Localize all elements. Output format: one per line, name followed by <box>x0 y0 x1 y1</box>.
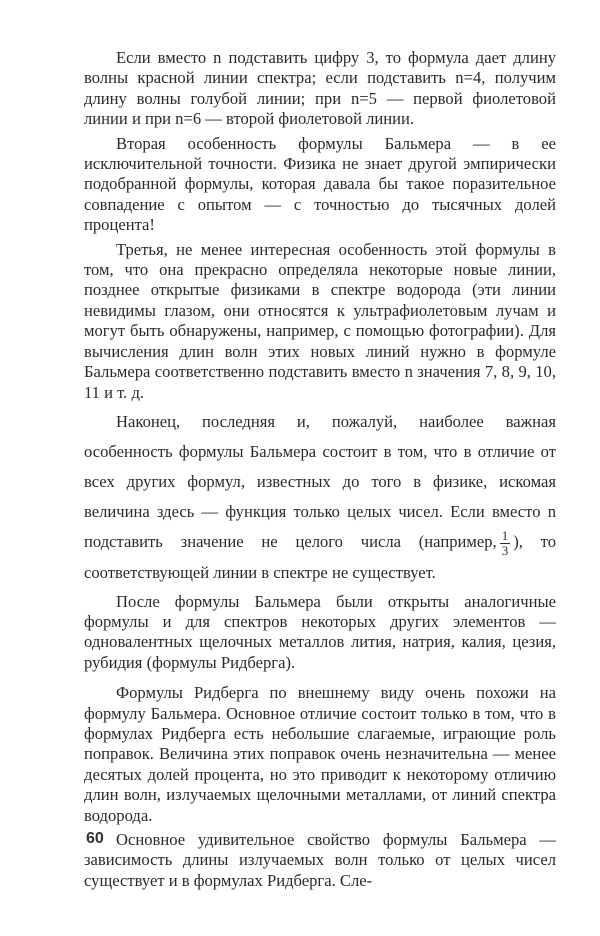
page-body <box>84 48 556 891</box>
paragraph-3: Третья, не менее интересная особенность этой формулы в том, что она прекрасно определяла некоторые новые линии, позднее открытые физиками в спектре водорода (эти линии невидимы глазом, они относятся к ультрафиолетовым лучам и могут быть обнаружены, например, с помощью фотографии). Для вычисления длин волн этих новых линий нужно в формуле Бальмера соответственно подставить вместо n значения 7, 8, 9, 10, 11 и т. д. <box>84 239 556 402</box>
paragraph-7: Основное удивительное свойство формулы Бальмера — зависимость длины излучаемых волн только от целых чисел существует и в формулах Ридберга. Сле- <box>84 830 556 890</box>
paragraph-6: Формулы Ридберга по внешнему виду очень похожи на формулу Бальмера. Основное отличие состоит только в том, что в формулах Ридберга есть небольшие слагаемые, играющие роль поправок. Величина этих поправок очень незначительна — менее десятых долей процента, но это приводит к некоторому отличию длин волн, излучаемых щелочными металлами, от линий спектра водорода. <box>84 683 556 825</box>
paragraph-4-text-end: ), то соответствующей линии в спектре не существует. <box>84 531 556 582</box>
paragraph-4 <box>84 407 556 588</box>
paragraph-1: Если вместо n подставить цифру 3, то формула дает длину волны красной линии спектра; если подставить n=4, получим длину волны голубой линии; при n=5 — первой фиолетовой линии и при n=6 — второй фиолетовой линии. <box>84 48 556 129</box>
paragraph-4-text-start: Наконец, последняя и, пожалуй, наиболее важная особенность формулы Бальмера состоит в том, что в отличие от всех других формул, известных до того в физике, искомая величина здесь — функция только целых чисел. Если вместо n подставить значение не целого числа (например, <box>84 411 556 551</box>
paragraph-2: Вторая особенность формулы Бальмера — в ее исключительной точности. Физика не знает другой эмпирически подобранной формулы, которая давала бы такое поразительное совпадение с опытом — с точностью до тысячных долей процента! <box>84 133 556 235</box>
fraction-denominator: 3 <box>501 542 509 558</box>
paragraph-5: После формулы Бальмера были открыты аналогичные формулы и для спектров некоторых других элементов — одновалентных щелочных металлов лития, натрия, калия, цезия, рубидия (формулы Ридберга). <box>84 591 556 672</box>
fraction-one-third <box>500 529 511 558</box>
page-number: 60 <box>86 830 104 847</box>
fraction-numerator: 1 <box>501 527 509 543</box>
